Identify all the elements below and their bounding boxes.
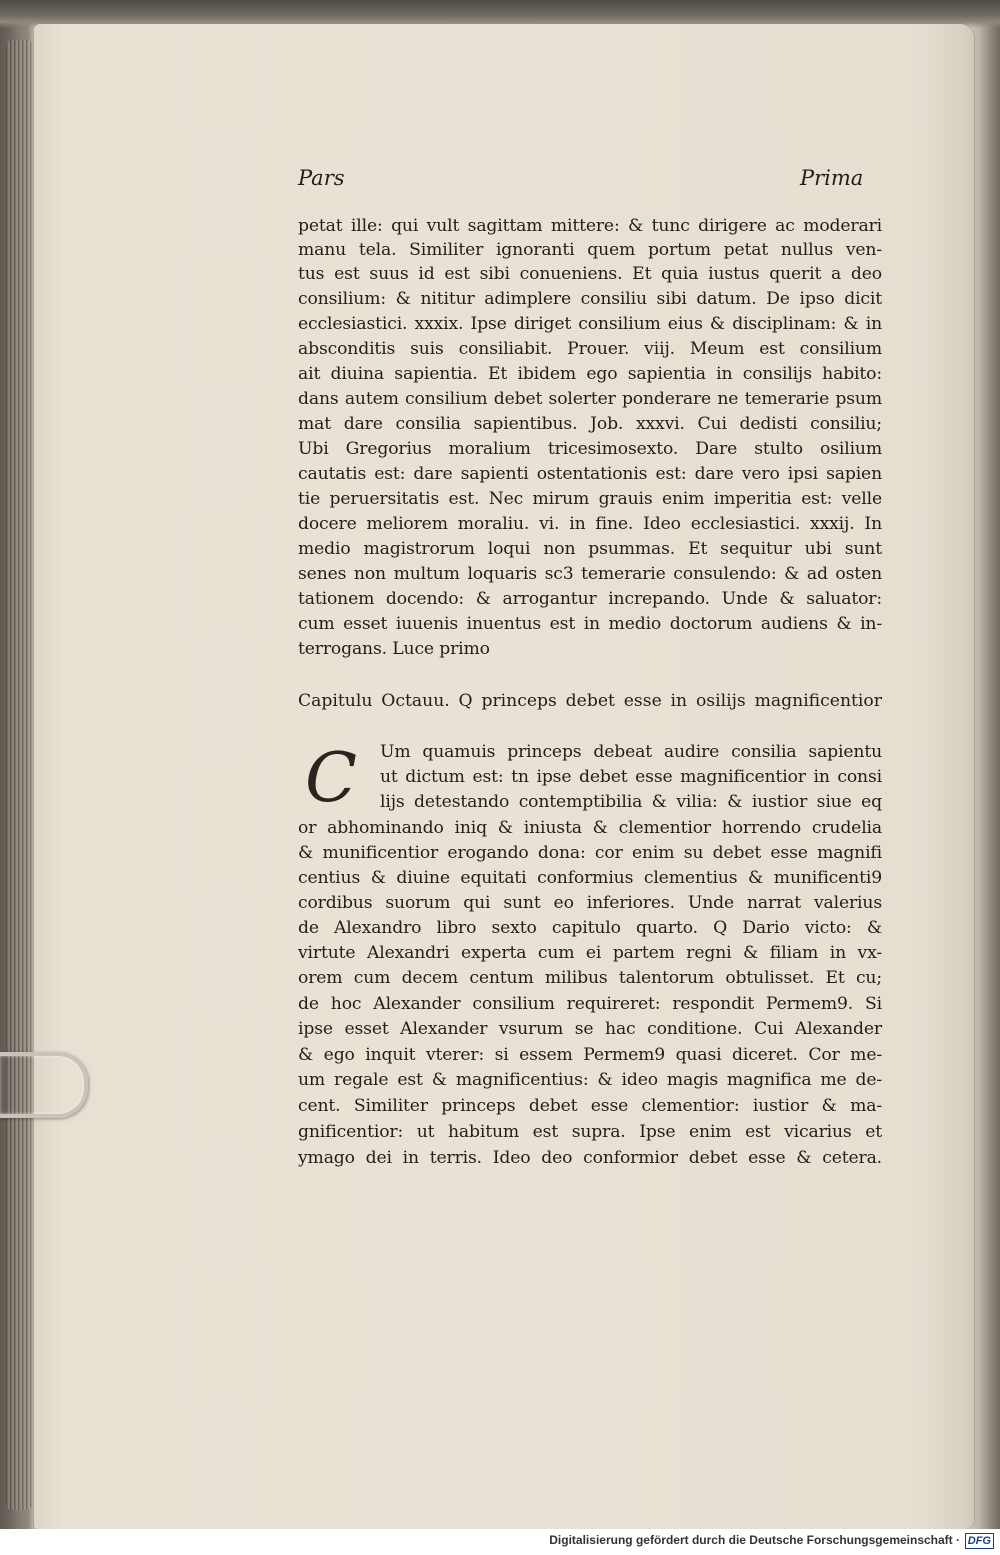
running-head-right: Prima: [800, 166, 864, 190]
body-line: Ubi Gregorius moralium tricesimosexto. Dare stulto osilium: [298, 439, 882, 459]
chapter-line: cordibus suorum qui sunt eo inferiores. Unde narrat valerius: [298, 893, 882, 913]
chapter-line: um regale est & magnificentius: & ideo magis magnifica me de-: [298, 1070, 882, 1090]
body-line: ait diuina sapientia. Et ibidem ego sapientia in consilijs habito:: [298, 364, 882, 384]
running-head-left: Pars: [298, 166, 345, 190]
chapter-line: centius & diuine equitati conformius clementius & munificenti9: [298, 868, 882, 888]
chapter-line: orem cum decem centum milibus talentorum obtulisset. Et cu;: [298, 968, 882, 988]
chapter-line: & ego inquit vterer: si essem Permem9 quasi diceret. Cor me-: [298, 1045, 882, 1065]
body-line: terrogans. Luce primo: [298, 639, 490, 659]
body-line: cum esset iuuenis inuentus est in medio doctorum audiens & in-: [298, 614, 882, 634]
chapter-line: cent. Similiter princeps debet esse clementior: iustior & ma-: [298, 1096, 882, 1116]
chapter-line: virtute Alexandri experta cum ei partem regni & filiam in vx-: [298, 943, 882, 963]
chapter-line: or abhominando iniq & iniusta & clementior horrendo crudelia: [298, 818, 882, 838]
chapter-line: ut dictum est: tn ipse debet esse magnificentior in consi: [380, 767, 882, 787]
body-line: dans autem consilium debet solerter ponderare ne temerarie psum: [298, 389, 882, 409]
body-line: consilium: & nititur adimplere consiliu sibi datum. De ipso dicit: [298, 289, 882, 309]
body-line: mat dare consilia sapientibus. Job. xxxvi. Cui dedisti consiliu;: [298, 414, 882, 434]
chapter-line: & munificentior erogando dona: cor enim su debet esse magnifi: [298, 843, 882, 863]
chapter-line: ipse esset Alexander vsurum se hac conditione. Cui Alexander: [298, 1019, 882, 1039]
chapter-heading: Capitulu Octauu. Q princeps debet esse in osilijs magnificentior: [298, 691, 882, 711]
body-line: medio magistrorum loqui non psummas. Et sequitur ubi sunt: [298, 539, 882, 559]
body-line: ecclesiastici. xxxix. Ipse diriget consilium eius & disciplinam: & in: [298, 314, 882, 334]
dfg-logo: DFG: [965, 1533, 994, 1549]
chapter-line: ymago dei in terris. Ideo deo conformior debet esse & cetera.: [298, 1148, 882, 1168]
body-line: manu tela. Similiter ignoranti quem portum petat nullus ven-: [298, 240, 882, 260]
body-line: tationem docendo: & arrogantur increpando. Unde & saluator:: [298, 589, 882, 609]
body-line: tie peruersitatis est. Nec mirum grauis enim imperitia est: velle: [298, 489, 882, 509]
chapter-line: gnificentior: ut habitum est supra. Ipse enim est vicarius et: [298, 1122, 882, 1142]
chapter-line: de Alexandro libro sexto capitulo quarto. Q Dario victo: &: [298, 918, 882, 938]
chapter-line: lijs detestando contemptibilia & vilia: & iustior siue eq: [380, 792, 882, 812]
body-line: docere meliorem moraliu. vi. in fine. Ideo ecclesiastici. xxxij. In: [298, 514, 882, 534]
drop-initial: C: [304, 739, 358, 818]
body-line: petat ille: qui vult sagittam mittere: & tunc dirigere ac moderari: [298, 216, 882, 236]
body-line: senes non multum loquaris sc3 temerarie consulendo: & ad osten: [298, 564, 882, 584]
chapter-line: de hoc Alexander consilium requireret: respondit Permem9. Si: [298, 994, 882, 1014]
body-line: tus est suus id est sibi conueniens. Et quia iustus querit a deo: [298, 264, 882, 284]
chapter-line: Um quamuis princeps debeat audire consilia sapientu: [380, 742, 882, 762]
footer-credit: Digitalisierung gefördert durch die Deutsche Forschungsgemeinschaft ·: [549, 1533, 960, 1547]
body-line: cautatis est: dare sapienti ostentationis est: dare vero ipsi sapien: [298, 464, 882, 484]
body-line: absconditis suis consiliabit. Prouer. viij. Meum est consilium: [298, 339, 882, 359]
